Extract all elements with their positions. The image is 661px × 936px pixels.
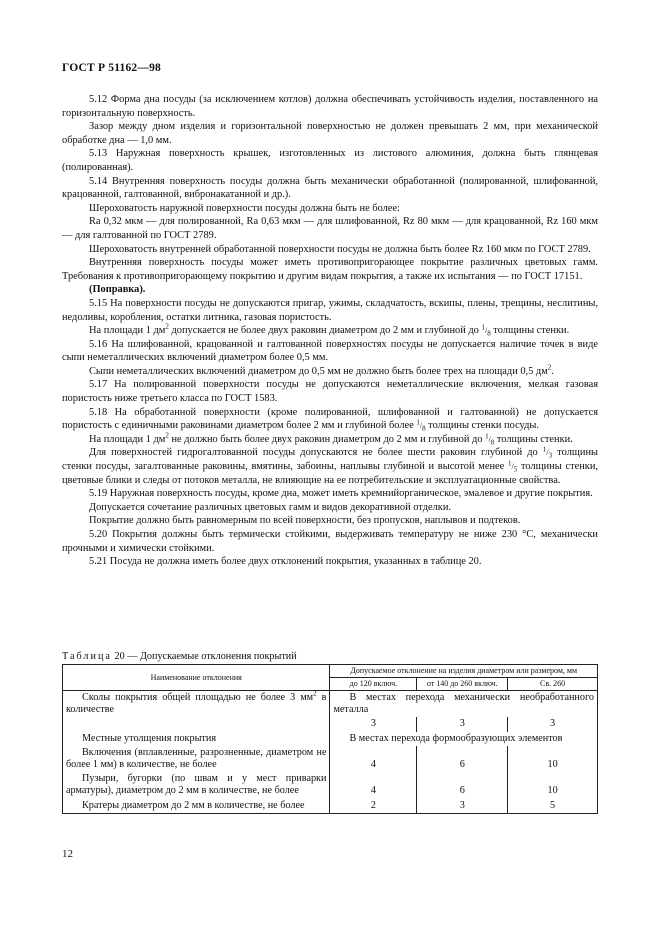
paragraph-5-21: 5.21 Посуда не должна иметь более двух отклонений покрытия, указанных в таблице 20. (89, 556, 482, 568)
paragraph-gap: Зазор между дном изделия и горизонтальной поверхностью не должен превышать 2 мм, при механической обработке дна — 1,0 мм. (62, 121, 598, 146)
header-size-140-260: от 140 до 260 включ. (417, 678, 508, 691)
row-name: Включения (вплавленные, разрозненные, диаметром не более 1 мм) в количестве, не более (63, 746, 330, 772)
page-number: 12 (62, 848, 73, 860)
row-note: В местах перехода формообразующих элементов (330, 732, 598, 746)
paragraph-5-12: 5.12 Форма дна посуды (за исключением котлов) должна обеспечивать устойчивость изделия, поставленного на горизонтальную поверхность. (62, 94, 598, 119)
row-note: В местах перехода механически необработанного металла (330, 691, 598, 718)
fraction-one-eighth: $^1/_8$ (485, 432, 495, 447)
table-row (63, 746, 598, 772)
row-name: Местные утолщения покрытия (63, 732, 330, 746)
paragraph-amendment: (Поправка). (89, 284, 146, 296)
row-name: Кратеры диаметром до 2 мм в количестве, не более (63, 799, 330, 814)
header-size-over-260: Св. 260 (508, 678, 598, 691)
cell-value: 6 (417, 772, 508, 798)
paragraph-5-19: 5.19 Наружная поверхность посуды, кроме дна, может иметь кремнийорганическое, эмалевое и другие покрытия. (89, 488, 593, 500)
row-name: Пузыри, бугорки (по швам и у мест приварки арматуры), диаметром до 2 мм в количестве, не более (63, 772, 330, 798)
fraction-one-eighth: $^1/_8$ (416, 418, 426, 433)
paragraph-coating: Внутренняя поверхность посуды может иметь противопригорающее покрытие различных цветовых гамм. Требования к противопригорающему покрытию и другим видам покрытия, а также их испытания — по ГОСТ 17151. (62, 257, 598, 282)
paragraph-area-2: На площади 1 $дм^2$ не должно быть более двух раковин диаметром до 2 мм и глубиной до $^1/_8$ толщины стенки. (89, 431, 573, 447)
cell-value: 2 (330, 799, 417, 814)
document-body (62, 93, 598, 569)
cell-value: 3 (417, 717, 508, 731)
paragraph-5-18: 5.18 На обработанной поверхности (кроме полированной, шлифованной и галтованной) не допускается пористость с единичными раковинами диаметром более 2 мм и глубиной более $^1/_8$ толщины стенки посуды. (62, 406, 598, 433)
header-size-up-to-120: до 120 включ. (330, 678, 417, 691)
header-deviation-name: Наименование отклонения (63, 665, 330, 691)
cell-value: 10 (508, 746, 598, 772)
paragraph-area-1: На площади 1 $дм^2$ допускается не более двух раковин диаметром до 2 мм и глубиной до $^1/_8$ толщины стенки. (89, 322, 570, 338)
table-caption: Таблица 20 — Допускаемые отклонения покрытий (62, 651, 297, 662)
cell-value: 3 (508, 717, 598, 731)
table-row (63, 732, 598, 746)
table-row (63, 691, 598, 718)
paragraph-hydro-tumbled: Для поверхностей гидрогалтованной посуды допускаются не более шести раковин глубиной до $^1/_3$ толщины стенки посуды, загалтованные раковины, вмятины, забоины, наплывы глубиной и высотой менее $^1/_5$ толщины стенки, цветовые блики и следы от потоков металла, не влияющие на ее потребительские и эксплуатационные свойства. (62, 445, 598, 486)
paragraph-5-15: 5.15 На поверхности посуды не допускаются пригар, ужимы, складчатость, вскипы, плены, трещины, неслитины, недоливы, коробления, остатки литника, газовая пористость. (62, 297, 598, 323)
paragraph-uniform: Покрытие должно быть равномерным по всей поверхности, без пропусков, наплывов и подтеков. (89, 515, 521, 527)
paragraph-5-20: 5.20 Покрытия должны быть термически стойкими, выдерживать температуру не ниже 230 °С, механически прочными и химически стойкими. (62, 529, 598, 554)
table-row (63, 772, 598, 798)
paragraph-roughness-values: Ra 0,32 мкм — для полированной, Ra 0,63 мкм — для шлифованной, Rz 80 мкм — для крацованной, Rz 160 мкм — для галтованной по ГОСТ 2789. (62, 216, 598, 241)
row-name: Сколы покрытия общей площадью не более 3 $мм^2$ в количестве (63, 691, 330, 732)
paragraph-5-16: 5.16 На шлифованной, крацованной и галтованной поверхностях посуды не допускается наличие точек в виде сыпи неметаллических включений диаметром более 0,5 мм. (62, 338, 598, 364)
paragraph-5-17: 5.17 На полированной поверхности посуды не допускаются неметаллические включения, мелкая газовая пористость ниже третьего класса по ГОСТ 1583. (62, 379, 598, 405)
paragraph-combo: Допускается сочетание различных цветовых гамм и видов декоративной отделки. (89, 501, 451, 513)
cell-value: 4 (330, 746, 417, 772)
cell-value: 5 (508, 799, 598, 814)
standard-code-header: ГОСТ Р 51162—98 (62, 62, 161, 74)
paragraph-rash: Сыпи неметаллических включений диаметром до 0,5 мм не должно быть более трех на площади 0,5 $дм^2$. (89, 363, 554, 377)
fraction-one-fifth: $^1/_5$ (507, 459, 518, 474)
header-allowed-deviation: Допускаемое отклонение на изделия диаметром или размером, мм (330, 665, 598, 678)
paragraph-roughness-intro: Шероховатость наружной поверхности посуды должна быть не более: (89, 202, 400, 214)
table-row (63, 799, 598, 814)
paragraph-5-13: 5.13 Наружная поверхность крышек, изготовленных из листового алюминия, должна быть глянцевая (полированная). (62, 148, 598, 173)
cell-value: 3 (330, 717, 417, 731)
coating-deviations-table (62, 664, 598, 814)
cell-value: 6 (417, 746, 508, 772)
cell-value: 10 (508, 772, 598, 798)
paragraph-5-14: 5.14 Внутренняя поверхность посуды должна быть механически обработанной (полированной, шлифованной, крацованной, галтованной, вибронакатанной и др.). (62, 175, 598, 201)
cell-value: 4 (330, 772, 417, 798)
paragraph-roughness-inner: Шероховатость внутренней обработанной поверхности посуды не должна быть более Rz 160 мкм по ГОСТ 2789. (89, 243, 591, 255)
fraction-one-eighth: $^1/_8$ (481, 323, 491, 338)
cell-value: 3 (417, 799, 508, 814)
fraction-one-third: $^1/_3$ (542, 445, 553, 461)
